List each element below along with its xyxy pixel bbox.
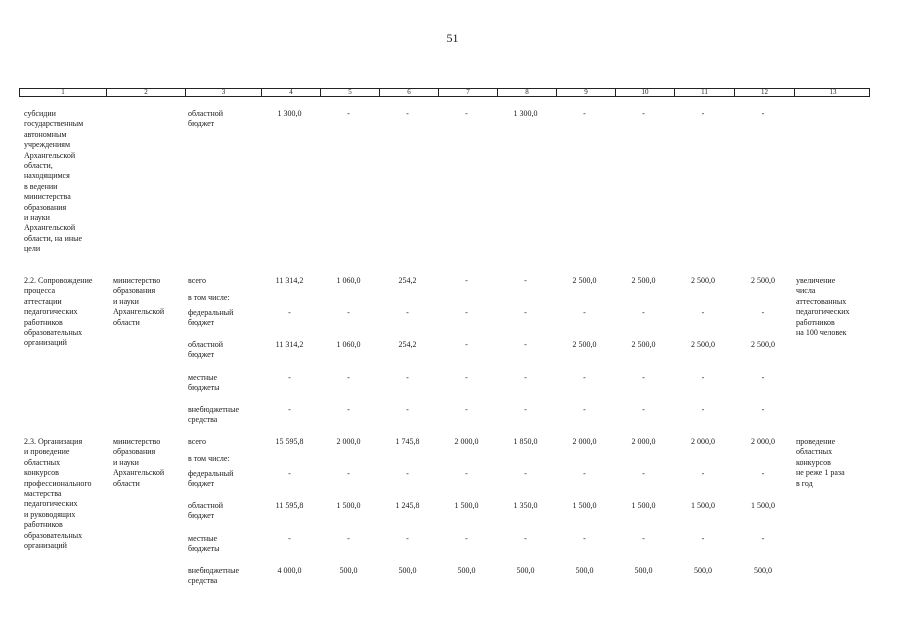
amount-cell: - (288, 405, 291, 414)
column-header: 8 (497, 89, 556, 96)
funding-source: местные бюджеты (188, 373, 220, 393)
amount-cell: - (583, 373, 586, 382)
amount-cell: - (642, 469, 645, 478)
amount-cell: 500,0 (694, 566, 712, 575)
funding-source: внебюджетные средства (188, 566, 239, 586)
amount-cell: 1 745,8 (395, 437, 420, 446)
amount-cell: 2 500,0 (572, 340, 597, 349)
amount-cell: 1 300,0 (513, 109, 538, 118)
amount-cell: - (406, 109, 409, 118)
amount-cell: - (642, 308, 645, 317)
amount-cell: - (642, 405, 645, 414)
responsible-executor: министерство образования и науки Архангельской области (113, 437, 165, 488)
amount-cell: - (288, 469, 291, 478)
responsible-executor: министерство образования и науки Архангельской области (113, 276, 165, 327)
amount-cell: - (406, 373, 409, 382)
amount-cell: 1 500,0 (454, 501, 479, 510)
column-header: 3 (185, 89, 261, 96)
amount-cell: - (583, 534, 586, 543)
amount-cell: - (465, 308, 468, 317)
column-header: 10 (615, 89, 674, 96)
amount-cell: 2 500,0 (631, 276, 656, 285)
amount-cell: 2 500,0 (572, 276, 597, 285)
funding-source: местные бюджеты (188, 534, 220, 554)
amount-cell: - (583, 109, 586, 118)
amount-cell: - (465, 469, 468, 478)
column-header: 6 (379, 89, 438, 96)
amount-cell: - (701, 373, 705, 382)
amount-cell: - (465, 373, 468, 382)
amount-cell: - (642, 373, 645, 382)
row-description: субсидии государственным автономным учреждениям Архангельской области, находящимся в ведении министерства образования и науки Архангельской области, на иные цели (24, 109, 84, 254)
amount-cell: - (761, 405, 765, 414)
amount-cell: 500,0 (339, 566, 358, 575)
amount-cell: 1 500,0 (336, 501, 361, 510)
table-header-row (19, 88, 870, 97)
amount-cell: 11 314,2 (275, 276, 304, 285)
amount-cell: - (761, 534, 765, 543)
column-header: 13 (794, 89, 871, 96)
amount-cell: 500,0 (398, 566, 417, 575)
amount-cell: - (583, 469, 586, 478)
amount-cell: 500,0 (754, 566, 772, 575)
amount-cell: - (406, 534, 409, 543)
expected-result: увеличение числа аттестованных педагогических работников на 100 человек (796, 276, 850, 338)
amount-cell: - (761, 109, 765, 118)
amount-cell: - (288, 534, 291, 543)
amount-cell: 1 245,8 (395, 501, 420, 510)
amount-cell: - (288, 308, 291, 317)
amount-cell: - (347, 308, 350, 317)
column-header: 5 (320, 89, 379, 96)
amount-cell: - (583, 405, 586, 414)
amount-cell: 1 500,0 (751, 501, 775, 510)
amount-cell: 2 000,0 (336, 437, 361, 446)
funding-source: всего (188, 276, 207, 285)
amount-cell: - (701, 109, 705, 118)
amount-cell: 11 595,8 (275, 501, 304, 510)
amount-cell: - (524, 373, 527, 382)
funding-source: областной бюджет (188, 109, 224, 129)
funding-source: областной бюджет (188, 340, 224, 360)
amount-cell: 1 350,0 (513, 501, 538, 510)
column-header: 4 (261, 89, 320, 96)
amount-cell: - (465, 276, 468, 285)
amount-cell: - (701, 405, 705, 414)
amount-cell: - (761, 373, 765, 382)
amount-cell: 4 000,0 (277, 566, 302, 575)
amount-cell: 2 500,0 (691, 340, 715, 349)
amount-cell: - (288, 373, 291, 382)
amount-cell: 500,0 (634, 566, 653, 575)
amount-cell: 1 500,0 (691, 501, 715, 510)
funding-source: в том числе: (188, 454, 230, 463)
column-header: 1 (61, 88, 65, 96)
amount-cell: 2 500,0 (751, 276, 775, 285)
amount-cell: 500,0 (457, 566, 476, 575)
amount-cell: 2 000,0 (751, 437, 775, 446)
amount-cell: 15 595,8 (275, 437, 304, 446)
amount-cell: - (524, 340, 527, 349)
amount-cell: 2 000,0 (631, 437, 656, 446)
amount-cell: - (524, 534, 527, 543)
amount-cell: - (524, 405, 527, 414)
amount-cell: 2 500,0 (631, 340, 656, 349)
amount-cell: 1 300,0 (277, 109, 302, 118)
amount-cell: - (642, 534, 645, 543)
amount-cell: - (465, 340, 468, 349)
funding-source: внебюджетные средства (188, 405, 239, 425)
amount-cell: 1 060,0 (336, 276, 361, 285)
amount-cell: 2 500,0 (751, 340, 775, 349)
amount-cell: - (406, 469, 409, 478)
amount-cell: 2 000,0 (572, 437, 597, 446)
amount-cell: - (701, 469, 705, 478)
amount-cell: 254,2 (398, 340, 417, 349)
amount-cell: 1 850,0 (513, 437, 538, 446)
amount-cell: - (465, 534, 468, 543)
funding-source: федеральный бюджет (188, 308, 234, 328)
amount-cell: - (524, 276, 527, 285)
amount-cell: 2 000,0 (454, 437, 479, 446)
amount-cell: 1 060,0 (336, 340, 361, 349)
row-description: 2.2. Сопровождение процесса аттестации педагогических работников образовательных организаций (24, 276, 93, 348)
amount-cell: - (524, 469, 527, 478)
amount-cell: 2 500,0 (691, 276, 715, 285)
amount-cell: - (347, 534, 350, 543)
column-header: 12 (734, 89, 794, 96)
funding-source: в том числе: (188, 293, 230, 302)
amount-cell: - (465, 109, 468, 118)
column-header: 2 (106, 89, 185, 96)
amount-cell: 500,0 (516, 566, 535, 575)
amount-cell: - (347, 109, 350, 118)
amount-cell: - (347, 469, 350, 478)
amount-cell: 1 500,0 (572, 501, 597, 510)
amount-cell: - (761, 469, 765, 478)
amount-cell: - (642, 109, 645, 118)
amount-cell: 2 000,0 (691, 437, 715, 446)
funding-source: областной бюджет (188, 501, 224, 521)
amount-cell: - (347, 405, 350, 414)
row-description: 2.3. Организация и проведение областных конкурсов профессионального мастерства педагогических и руководящих работников образовательных организаций (24, 437, 92, 551)
amount-cell: - (465, 405, 468, 414)
amount-cell: 500,0 (575, 566, 594, 575)
amount-cell: - (583, 308, 586, 317)
expected-result: проведение областных конкурсов не реже 1 раза в год (796, 437, 845, 488)
amount-cell: - (347, 373, 350, 382)
column-header: 11 (674, 89, 734, 96)
amount-cell: 11 314,2 (275, 340, 304, 349)
page-number: 51 (446, 31, 459, 45)
column-header: 7 (438, 89, 497, 96)
amount-cell: - (761, 308, 765, 317)
amount-cell: - (701, 308, 705, 317)
funding-source: федеральный бюджет (188, 469, 234, 489)
amount-cell: - (406, 405, 409, 414)
funding-source: всего (188, 437, 207, 446)
amount-cell: - (524, 308, 527, 317)
amount-cell: - (701, 534, 705, 543)
column-header: 9 (556, 89, 615, 96)
amount-cell: 254,2 (398, 276, 417, 285)
amount-cell: - (406, 308, 409, 317)
amount-cell: 1 500,0 (631, 501, 656, 510)
